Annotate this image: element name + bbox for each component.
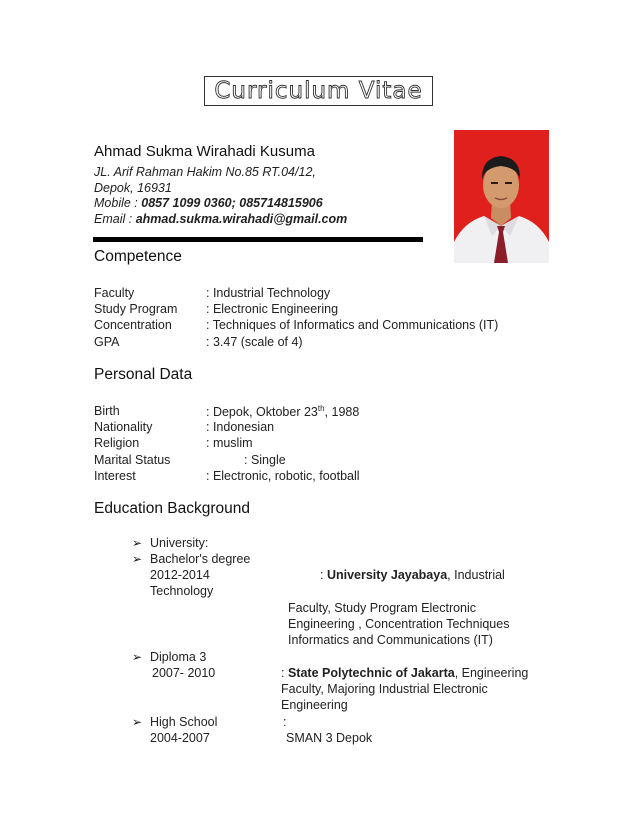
personal-value-religion: : muslim <box>206 436 253 450</box>
diploma-desc-2: Faculty, Majoring Industrial Electronic <box>281 682 488 696</box>
diploma-colon: : <box>281 666 288 680</box>
bachelor-school: University Jayabaya <box>326 568 448 582</box>
birth-year: , 1988 <box>324 405 360 420</box>
diploma-desc-1: , Engineering <box>454 666 529 680</box>
bachelor-desc-3: Engineering , Concentration Techniques <box>288 617 510 631</box>
high-school-years: 2004-2007 <box>150 731 210 745</box>
personal-label-nationality: Nationality <box>94 420 153 434</box>
email-value: ahmad.sukma.wirahadi@gmail.com <box>135 212 348 226</box>
diploma-school-line <box>281 666 528 680</box>
bullet-arrow-icon: ➢ <box>132 536 143 550</box>
high-school-label: High School <box>150 715 218 729</box>
competence-heading: Competence <box>94 248 182 265</box>
email-label: Email : <box>94 212 136 226</box>
competence-value-gpa: : 3.47 (scale of 4) <box>206 335 303 349</box>
portrait-photo <box>454 130 549 263</box>
portrait-illustration <box>454 130 549 263</box>
personal-label-birth: Birth <box>94 404 120 418</box>
personal-label-marital-status: Marital Status <box>94 453 171 467</box>
bullet-arrow-icon: ➢ <box>132 650 143 664</box>
address-line-1: JL. Arif Rahman Hakim No.85 RT.04/12, <box>94 165 316 179</box>
bachelor-desc-1: , Industrial <box>447 568 505 582</box>
competence-label-gpa: GPA <box>94 335 120 349</box>
high-school-name: SMAN 3 Depok <box>286 731 373 745</box>
university-label: University: <box>150 536 209 550</box>
mobile-line <box>94 196 323 210</box>
education-heading: Education Background <box>94 500 250 517</box>
bullet-arrow-icon: ➢ <box>132 715 143 729</box>
diploma-years: 2007- 2010 <box>152 666 216 680</box>
title-box <box>204 76 433 106</box>
bachelor-school-line <box>320 568 505 582</box>
competence-value-concentration: : Techniques of Informatics and Communications (IT) <box>206 318 499 332</box>
mobile-value: 0857 1099 0360; 085714815906 <box>141 196 323 210</box>
email-line <box>94 212 347 226</box>
personal-value-marital-status: : Single <box>244 453 286 467</box>
bachelor-desc-4: Informatics and Communications (IT) <box>288 633 493 647</box>
personal-data-heading: Personal Data <box>94 366 193 383</box>
address-line-2: Depok, 16931 <box>94 181 172 195</box>
personal-value-interest: : Electronic, robotic, football <box>206 469 360 483</box>
bachelor-desc-2: Faculty, Study Program Electronic <box>288 601 477 615</box>
diploma-school: State Polytechnic of Jakarta <box>287 666 455 680</box>
bullet-arrow-icon: ➢ <box>132 552 143 566</box>
bachelor-years: 2012-2014 <box>150 568 210 582</box>
mobile-label: Mobile : <box>94 196 142 210</box>
diploma-desc-3: Engineering <box>281 698 348 712</box>
personal-label-religion: Religion <box>94 436 140 450</box>
personal-label-interest: Interest <box>94 469 136 483</box>
header-divider <box>93 237 423 242</box>
birth-suffix: th <box>317 404 325 413</box>
competence-label-concentration: Concentration <box>94 318 172 332</box>
person-name: Ahmad Sukma Wirahadi Kusuma <box>94 143 315 160</box>
bachelor-years-continued: Technology <box>150 584 214 598</box>
competence-value-faculty: : Industrial Technology <box>206 286 331 300</box>
competence-label-study-program: Study Program <box>94 302 178 316</box>
page-title: Curriculum Vitae <box>214 78 423 104</box>
competence-label-faculty: Faculty <box>94 286 135 300</box>
diploma-label: Diploma 3 <box>150 650 207 664</box>
high-school-colon: : <box>283 715 287 729</box>
birth-date: : Depok, Oktober 23 <box>206 405 318 420</box>
competence-value-study-program: : Electronic Engineering <box>206 302 339 316</box>
bachelor-label: Bachelor's degree <box>150 552 251 566</box>
bachelor-colon: : <box>320 568 327 582</box>
personal-value-birth <box>206 404 359 419</box>
personal-value-nationality: : Indonesian <box>206 420 275 434</box>
